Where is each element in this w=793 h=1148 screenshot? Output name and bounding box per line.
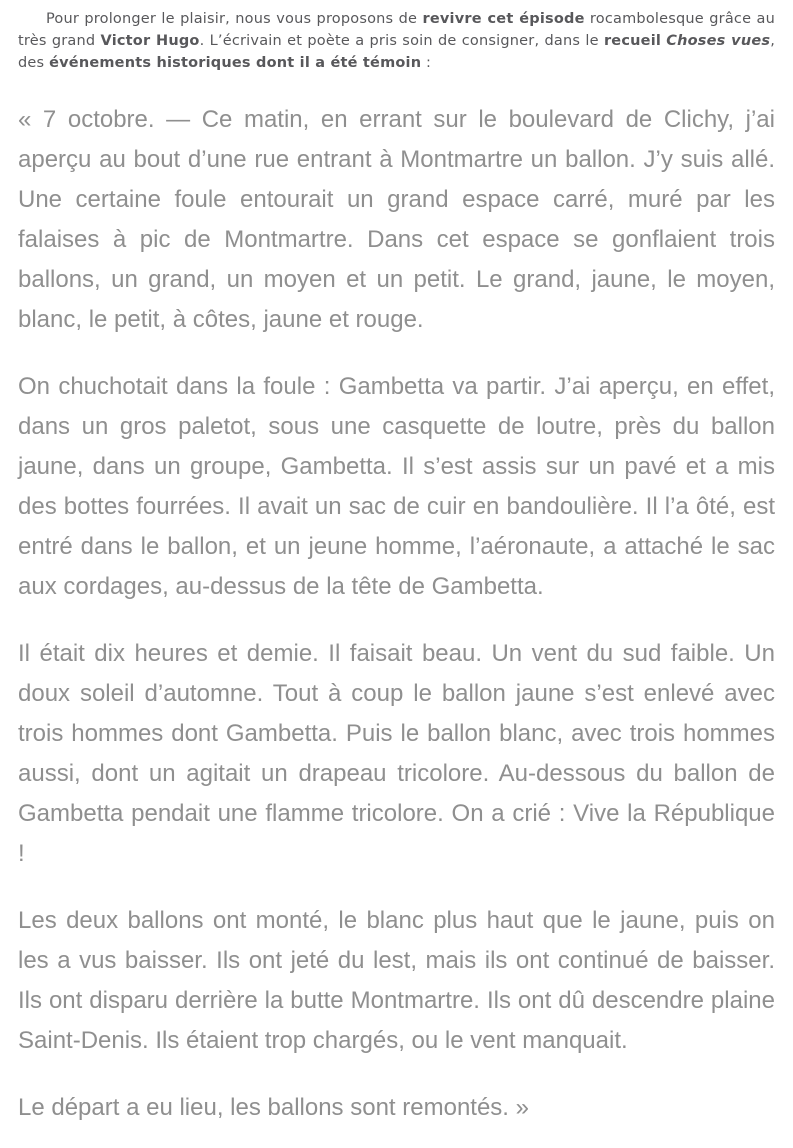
intro-text-run: Victor Hugo [100, 33, 200, 49]
intro-text-run: rocambolesque grâce au très grand [18, 11, 775, 49]
intro-text-run: : [421, 55, 432, 71]
quote-block [18, 100, 775, 1128]
intro-text-run: recueil [603, 33, 662, 49]
intro-text-run: Pour prolonger le plaisir, nous vous proposons de [46, 11, 423, 27]
quote-paragraph-1: « 7 octobre. — Ce matin, en errant sur le boulevard de Clichy, j’ai aperçu au bout d’une rue entrant à Montmartre un ballon. J’y suis allé. Une certaine foule entourait un grand espace carré, muré par les falaises à pic de Montmartre. Dans cet espace se gonflaient trois ballons, un grand, un moyen et un petit. Le grand, jaune, le moyen, blanc, le petit, à côtes, jaune et rouge. [18, 106, 775, 333]
intro-text-run: revivre cet épisode [422, 11, 585, 27]
intro-paragraph [18, 8, 775, 74]
quote-paragraph-2: On chuchotait dans la foule : Gambetta va partir. J’ai aperçu, en effet, dans un gros paletot, sous une casquette de loutre, près du ballon jaune, dans un groupe, Gambetta. Il s’est assis sur un pavé et a mis des bottes fourrées. Il avait un sac de cuir en bandoulière. Il l’a ôté, est entré dans le ballon, et un jeune homme, l’aéronaute, a attaché le sac aux cordages, au-dessus de la tête de Gambetta. [18, 373, 775, 600]
intro-text-run: événements historiques dont il a été témoin [49, 55, 422, 71]
intro-text-run: . L’écrivain et poète a pris soin de consigner, dans le [199, 33, 604, 49]
quote-paragraph-4: Les deux ballons ont monté, le blanc plus haut que le jaune, puis on les a vus baisser. Ils ont jeté du lest, mais ils ont continué de baisser. Ils ont disparu derrière la butte Montmartre. Ils ont dû descendre plaine Saint-Denis. Ils étaient trop chargés, ou le vent manquait. [18, 907, 775, 1054]
intro-text-run: , des [18, 33, 776, 71]
intro-text-run: Choses vues [666, 33, 771, 49]
quote-paragraph-5: Le départ a eu lieu, les ballons sont remontés. » [18, 1094, 529, 1121]
quote-paragraph-3: Il était dix heures et demie. Il faisait beau. Un vent du sud faible. Un doux soleil d’automne. Tout à coup le ballon jaune s’est enlevé avec trois hommes dont Gambetta. Puis le ballon blanc, avec trois hommes aussi, dont un agitait un drapeau tricolore. Au-dessous du ballon de Gambetta pendait une flamme tricolore. On a crié : Vive la République ! [18, 640, 775, 867]
